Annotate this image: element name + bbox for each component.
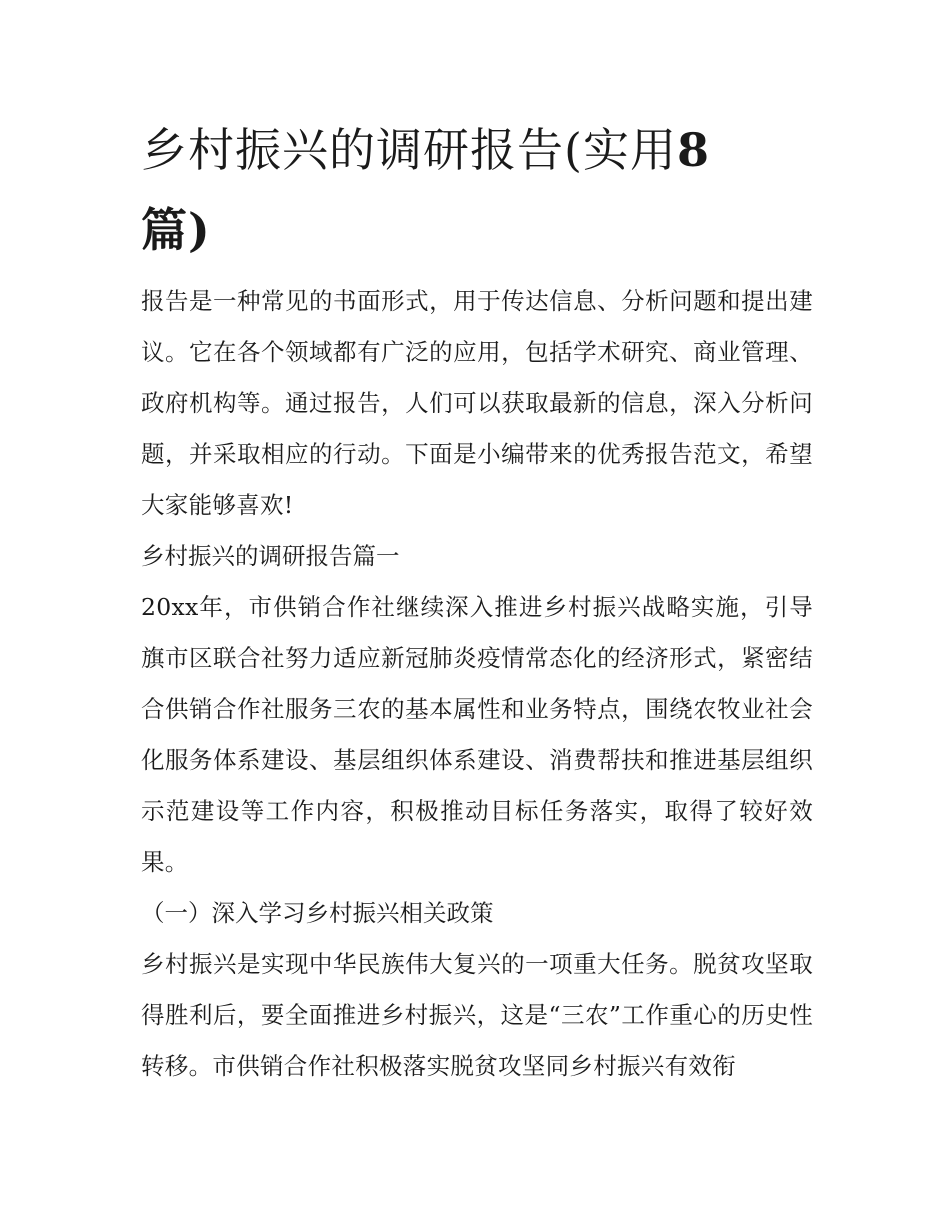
title-main: 乡村振兴的调研报告(实用 <box>141 123 677 177</box>
section-title: 乡村振兴的调研报告篇一 <box>141 542 400 570</box>
subheading-1: （一）深入学习乡村振兴相关政策 <box>141 899 494 927</box>
document-page <box>141 110 813 1092</box>
document-title <box>141 110 813 270</box>
body-paragraph-1: 20xx年，市供销合作社继续深入推进乡村振兴战略实施，引导旗市区联合社努力适应新冠肺炎疫情常态化的经济形式，紧密结合供销合作社服务三农的基本属性和业务特点，围绕农牧业社会化服务体系建设、基层组织体系建设、消费帮扶和推进基层组织示范建设等工作内容，积极推动目标任务落实，取得了较好效果。 <box>141 593 813 876</box>
title-tail: 篇) <box>141 203 211 257</box>
body-paragraph-2: 乡村振兴是实现中华民族伟大复兴的一项重大任务。脱贫攻坚取得胜利后，要全面推进乡村振兴，这是“三农”工作重心的历史性转移。市供销合作社积极落实脱贫攻坚同乡村振兴有效衔 <box>141 950 813 1080</box>
title-number: 8 <box>676 123 710 177</box>
intro-paragraph: 报告是一种常见的书面形式，用于传达信息、分析问题和提出建议。它在各个领域都有广泛的应用，包括学术研究、商业管理、政府机构等。通过报告，人们可以获取最新的信息，深入分析问题，并采取相应的行动。下面是小编带来的优秀报告范文，希望大家能够喜欢! <box>141 287 813 519</box>
